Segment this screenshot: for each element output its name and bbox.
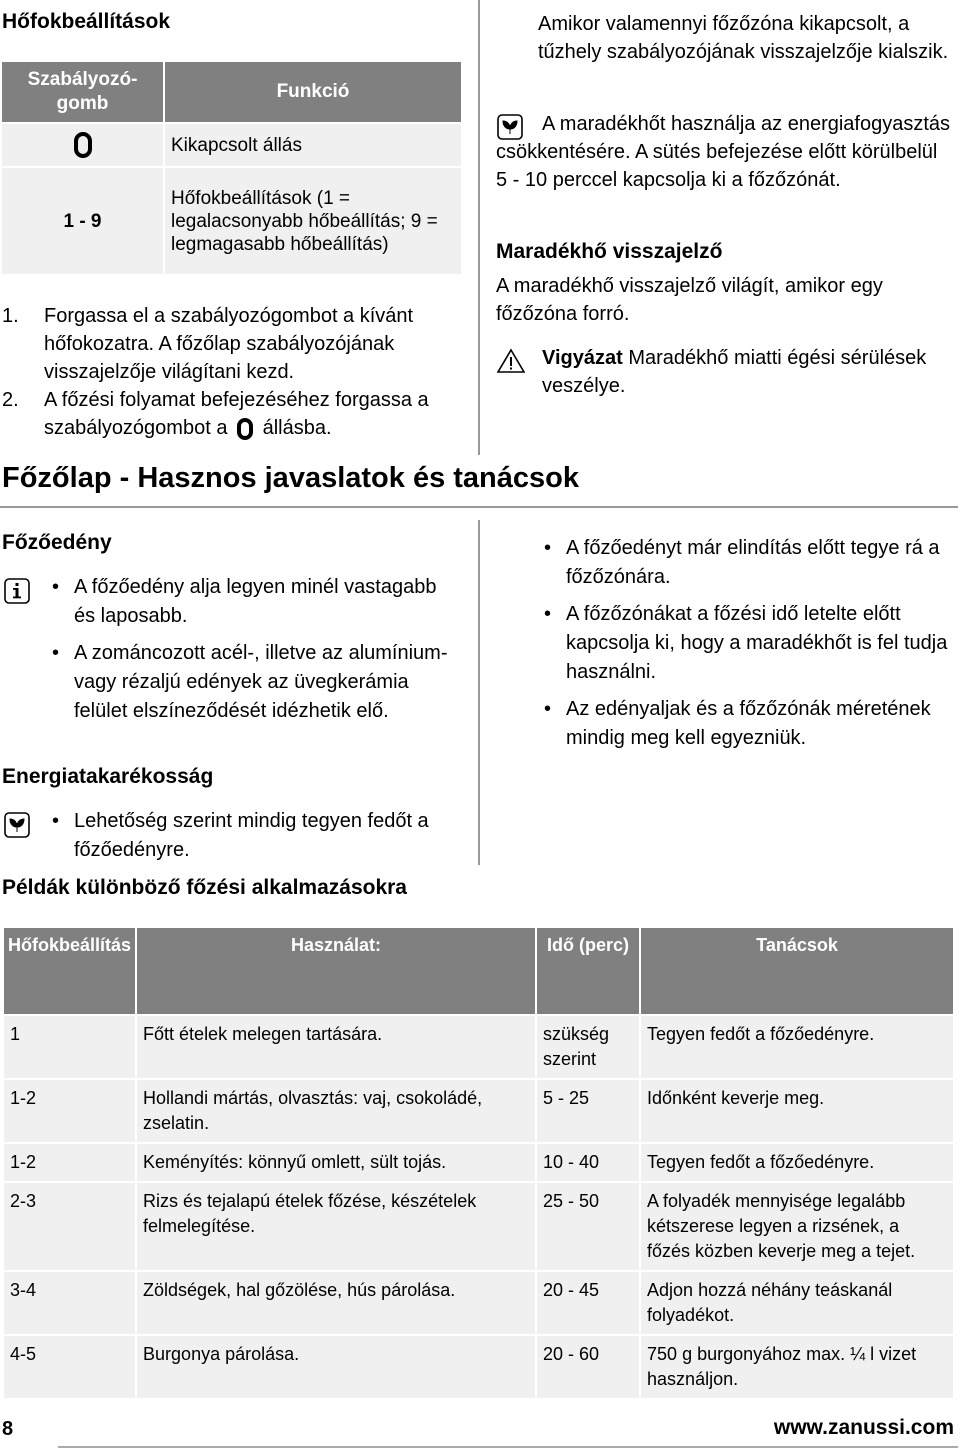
table-cell: Keményítés: könnyű omlett, sült tojás. <box>136 1143 536 1182</box>
examples-table <box>2 926 955 1400</box>
column-header: Hőfokbeállítás <box>3 927 136 1015</box>
table-row <box>3 1015 954 1079</box>
table-cell: Burgonya párolása. <box>136 1335 536 1399</box>
table-cell: Főtt ételek melegen tartására. <box>136 1015 536 1079</box>
zero-position-icon <box>74 132 92 158</box>
knob-off-cell <box>1 123 164 167</box>
function-range: Hőfokbeállítások (1 = legalacsonyabb hőbeállítás; 9 = legmagasabb hőbeállítás) <box>164 167 462 275</box>
section-rule <box>0 506 958 508</box>
list-item: • A főzőedény alja legyen minél vastagabb és laposabb. <box>50 573 460 631</box>
table-cell: A folyadék mennyisége legalább kétszerese legyen a rizsének, a főzés közben keverje meg a tejet. <box>640 1182 954 1271</box>
page-number: 8 <box>2 1418 14 1440</box>
table-cell: Időnként keverje meg. <box>640 1079 954 1143</box>
table-cell: 1 <box>3 1015 136 1079</box>
knob-header: Szabályozó-gomb <box>1 61 164 123</box>
table-cell: Tegyen fedőt a főzőedényre. <box>640 1015 954 1079</box>
energy-list <box>50 807 470 873</box>
list-item: • Az edényaljak és a főzőzónák méretének mindig meg kell egyezniük. <box>542 695 954 753</box>
all-off-paragraph: Amikor valamennyi főzőzóna kikapcsolt, a tűzhely szabályozójának visszajelzője kialszik. <box>538 13 949 63</box>
step-2 <box>2 386 462 442</box>
table-row <box>3 1271 954 1335</box>
table-cell: szükség szerint <box>536 1015 640 1079</box>
column-header: Idő (perc) <box>536 927 640 1015</box>
table-row <box>3 1143 954 1182</box>
table-cell: 20 - 60 <box>536 1335 640 1399</box>
section-title: Főzőlap - Hasznos javaslatok és tanácsok <box>2 462 579 494</box>
table-cell: 10 - 40 <box>536 1143 640 1182</box>
table-cell: 3-4 <box>3 1271 136 1335</box>
eco-leaf-icon <box>4 812 30 838</box>
table-cell: 1-2 <box>3 1079 136 1143</box>
step-text-end: állásba. <box>262 417 332 439</box>
heading-energy: Energiatakarékosság <box>2 765 214 788</box>
table-cell: Hollandi mártás, olvasztás: vaj, csokoládé, zselatin. <box>136 1079 536 1143</box>
function-header: Funkció <box>164 61 462 123</box>
function-off: Kikapcsolt állás <box>164 123 462 167</box>
warning-triangle-icon <box>497 348 523 374</box>
table-row <box>3 1335 954 1399</box>
steps-list <box>2 302 462 442</box>
table-cell: 5 - 25 <box>536 1079 640 1143</box>
knob-range: 1 - 9 <box>1 167 164 275</box>
heading-cookware: Főzőedény <box>2 531 112 554</box>
cookware-list <box>50 573 460 734</box>
table-cell: 750 g burgonyához max. ¼ l vizet használjon. <box>640 1335 954 1399</box>
table-row <box>3 1182 954 1271</box>
column-header: Tanácsok <box>640 927 954 1015</box>
knob-table <box>0 60 463 276</box>
heading-residual-heat: Maradékhő visszajelző <box>496 240 723 263</box>
warning-label: Vigyázat <box>542 347 623 369</box>
info-icon <box>4 578 30 604</box>
table-cell: Zöldségek, hal gőzölése, hús párolása. <box>136 1271 536 1335</box>
step-text: Forgassa el a szabályozógombot a kívánt hőfokozatra. A főzőlap szabályozójának visszajelzője világítani kezd. <box>44 305 414 383</box>
step-1 <box>2 302 462 386</box>
table-cell: Rizs és tejalapú ételek főzése, készételek felmelegítése. <box>136 1182 536 1271</box>
footer-url: www.zanussi.com <box>773 1416 954 1439</box>
table-cell: Adjon hozzá néhány teáskanál folyadékot. <box>640 1271 954 1335</box>
heading-examples: Példák különböző főzési alkalmazásokra <box>2 876 407 899</box>
step-number: 1. <box>2 305 19 327</box>
list-item: • A főzőedényt már elindítás előtt tegye rá a főzőzónára. <box>542 534 954 592</box>
column-divider <box>478 520 480 865</box>
residual-text: A maradékhő visszajelző világít, amikor egy főzőzóna forró. <box>496 275 883 325</box>
column-divider <box>478 0 480 455</box>
table-row <box>3 1079 954 1143</box>
footer-rule <box>58 1446 958 1448</box>
eco-tip: A maradékhőt használja az energiafogyasztás csökkentésére. A sütés befejezése előtt körülbelül 5 - 10 perccel kapcsolja ki a főzőzónát. <box>496 113 951 191</box>
tips-list <box>542 534 954 761</box>
table-cell: 20 - 45 <box>536 1271 640 1335</box>
step-number: 2. <box>2 389 19 411</box>
list-item: • A főzőzónákat a főzési idő letelte előtt kapcsolja ki, hogy a maradékhőt is fel tudja használni. <box>542 600 954 687</box>
warning-description: Maradékhő miatti égési sérülések veszélye. <box>542 347 927 397</box>
list-item: • Lehetőség szerint mindig tegyen fedőt a főzőedényre. <box>50 807 470 865</box>
table-cell: 4-5 <box>3 1335 136 1399</box>
table-cell: 25 - 50 <box>536 1182 640 1271</box>
zero-position-icon <box>237 418 253 440</box>
table-cell: Tegyen fedőt a főzőedényre. <box>640 1143 954 1182</box>
table-cell: 2-3 <box>3 1182 136 1271</box>
step-text: A főzési folyamat befejezéséhez forgassa a szabályozógombot a <box>44 389 429 439</box>
column-header: Használat: <box>136 927 536 1015</box>
heading-heat-settings: Hőfokbeállítások <box>2 10 171 33</box>
warning-text <box>542 344 952 400</box>
table-cell: 1-2 <box>3 1143 136 1182</box>
list-item: • A zománcozott acél-, illetve az alumínium- vagy rézaljú edények az üvegkerámia felület elszíneződését idézhetik elő. <box>50 639 460 726</box>
